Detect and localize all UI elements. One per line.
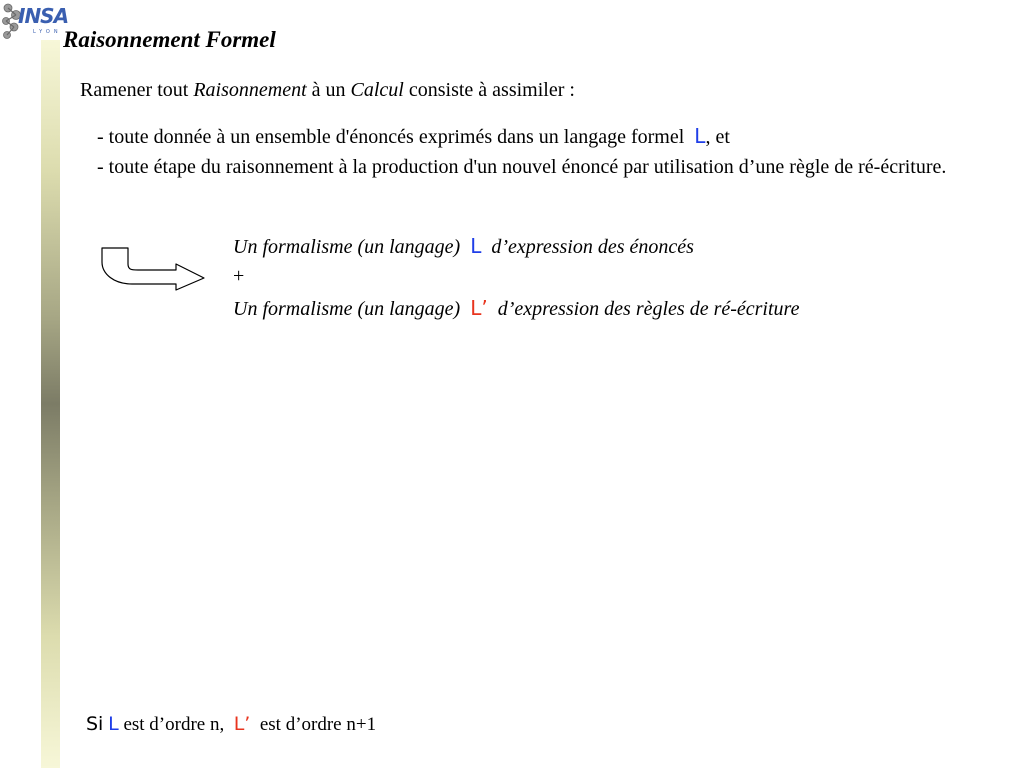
formalism-line-2-post: d’expression des règles de ré-écriture <box>497 298 800 320</box>
intro-term-calcul: Calcul <box>350 79 404 101</box>
intro-pre: Ramener tout <box>80 79 194 101</box>
bullet-1-text: - toute donnée à un ensemble d'énoncés exprimés dans un langage formel <box>97 126 685 148</box>
footer-mid: est d’ordre n, <box>123 714 225 735</box>
bullet-2 <box>78 155 998 179</box>
language-symbol-l: L <box>694 124 706 148</box>
footer-symbol-l: L <box>108 713 119 735</box>
footer-note <box>86 713 376 737</box>
footer-symbol-l-prime: L’ <box>233 713 251 735</box>
formalism-line-1-pre: Un formalisme (un langage) <box>233 236 461 258</box>
decorative-side-bar <box>41 40 60 768</box>
slide-title: Raisonnement Formel <box>63 27 276 52</box>
formalism-line-1 <box>233 234 694 259</box>
formalism-symbol-l-prime: L’ <box>470 296 488 320</box>
curved-arrow-icon <box>98 244 210 294</box>
footer-post: est d’ordre n+1 <box>259 714 377 735</box>
bullet-1-tail: , et <box>705 126 730 148</box>
formalism-plus: + <box>233 265 245 287</box>
bullet-1 <box>97 124 730 149</box>
bullet-2-text: - toute étape du raisonnement à la production d'un nouvel énoncé par utilisation d’une règle de ré-écriture. <box>97 156 947 178</box>
logo-text: INSA <box>18 4 69 28</box>
formalism-line-2 <box>233 296 799 321</box>
intro-post: consiste à assimiler : <box>403 79 575 101</box>
intro-term-raisonnement: Raisonnement <box>193 79 307 101</box>
intro-paragraph <box>80 78 575 102</box>
formalism-symbol-l: L <box>470 234 482 258</box>
formalism-line-2-pre: Un formalisme (un langage) <box>233 298 461 320</box>
formalism-line-1-post: d’expression des énoncés <box>491 236 694 258</box>
intro-mid: à un <box>306 79 351 101</box>
insa-logo <box>0 0 69 44</box>
logo-subtext: LYON <box>33 29 62 35</box>
footer-si: Si <box>86 713 104 735</box>
